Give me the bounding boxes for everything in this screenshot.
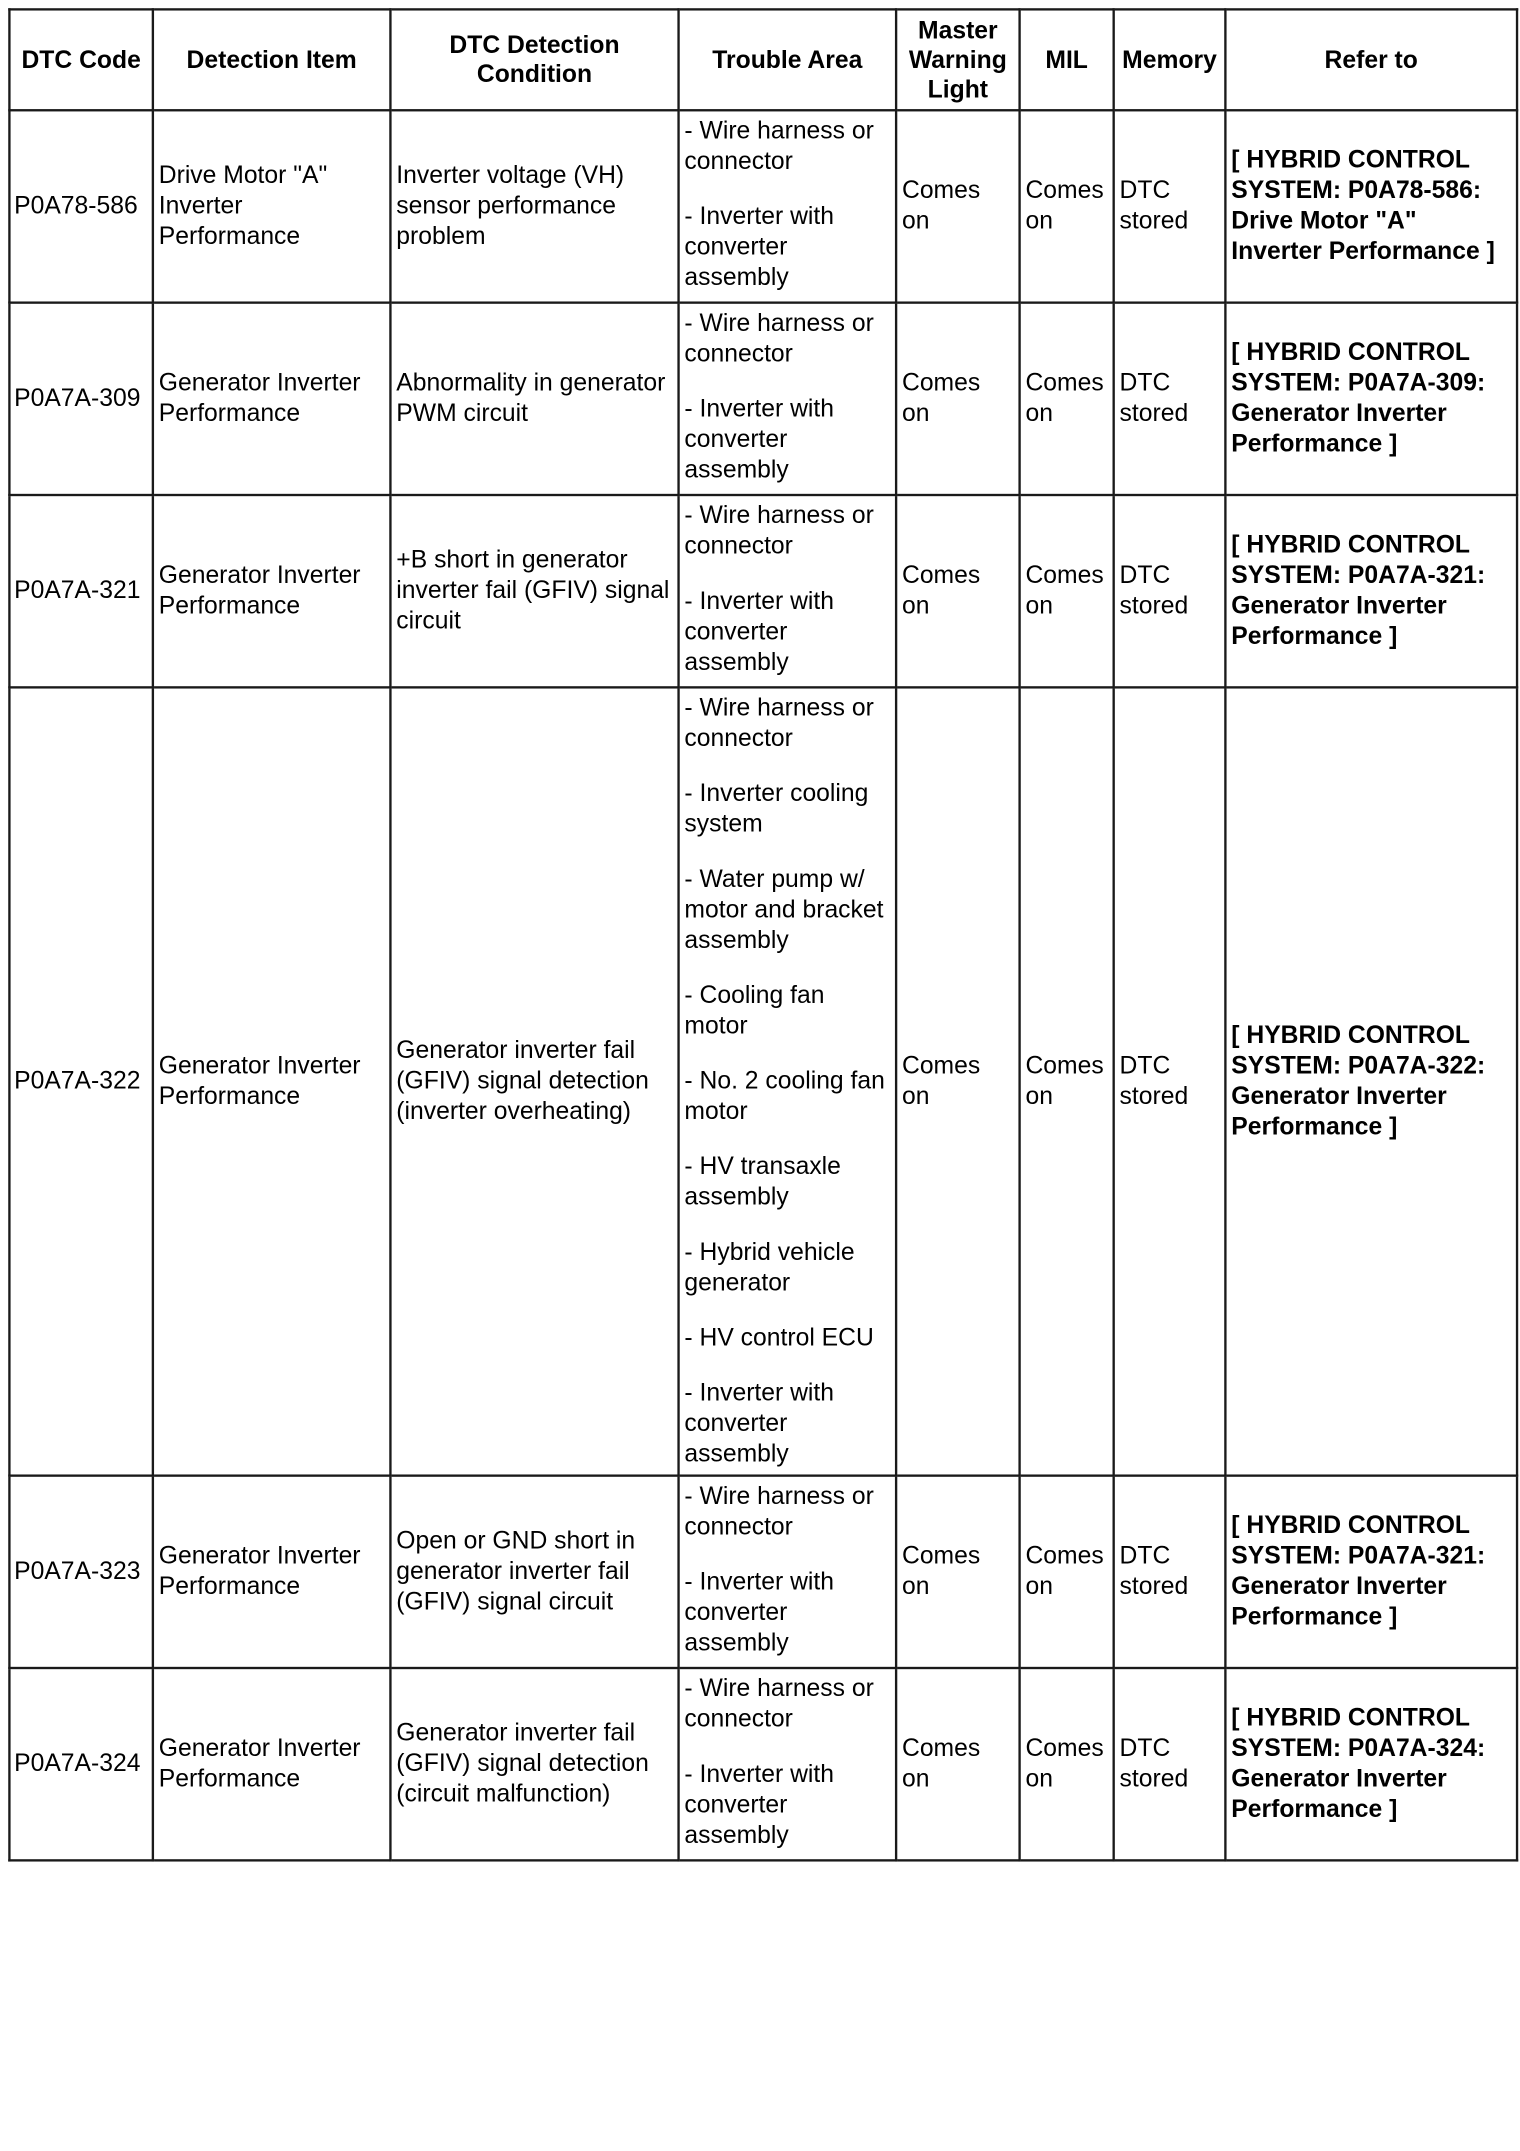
table-row bbox=[9, 687, 1517, 1475]
refer-to-cell: [ HYBRID CONTROL SYSTEM: P0A78-586: Drive Motor "A" Inverter Performance ] bbox=[1225, 110, 1517, 302]
trouble-area-item: - Wire harness or connector bbox=[684, 309, 874, 368]
dtc-code-cell: P0A7A-309 bbox=[9, 303, 152, 495]
trouble-area-item: - Wire harness or connector bbox=[684, 117, 874, 175]
mil-cell: Comes on bbox=[1020, 687, 1114, 1475]
header-mil: MIL bbox=[1020, 9, 1114, 110]
trouble-area-item: - Inverter with converter assembly bbox=[684, 395, 835, 484]
table-row bbox=[9, 110, 1517, 302]
memory-cell: DTC stored bbox=[1114, 687, 1226, 1475]
detection-condition-cell: Inverter voltage (VH) sensor performance problem bbox=[390, 110, 678, 302]
table-header-row bbox=[9, 9, 1517, 110]
memory-cell: DTC stored bbox=[1114, 1668, 1226, 1860]
memory-cell: DTC stored bbox=[1114, 110, 1226, 302]
trouble-area-item: - Inverter with converter assembly bbox=[684, 202, 835, 291]
mil-cell: Comes on bbox=[1020, 110, 1114, 302]
trouble-area-item: - HV control ECU bbox=[684, 1324, 874, 1352]
mil-cell: Comes on bbox=[1020, 1668, 1114, 1860]
trouble-area-cell bbox=[679, 110, 897, 302]
trouble-area-item: - Wire harness or connector bbox=[684, 1482, 874, 1541]
dtc-code-cell: P0A78-586 bbox=[9, 110, 152, 302]
table-row bbox=[9, 303, 1517, 495]
trouble-area-cell bbox=[679, 1476, 897, 1668]
dtc-code-cell: P0A7A-322 bbox=[9, 687, 152, 1475]
dtc-code-cell: P0A7A-321 bbox=[9, 495, 152, 687]
trouble-area-item: - Inverter with converter assembly bbox=[684, 1568, 835, 1657]
trouble-area-cell bbox=[679, 687, 897, 1475]
header-refer-to: Refer to bbox=[1225, 9, 1517, 110]
master-warning-cell: Comes on bbox=[896, 1668, 1019, 1860]
dtc-code-cell: P0A7A-324 bbox=[9, 1668, 152, 1860]
trouble-area-cell bbox=[679, 303, 897, 495]
mil-cell: Comes on bbox=[1020, 495, 1114, 687]
trouble-area-item: - Wire harness or connector bbox=[684, 1675, 874, 1733]
mil-cell: Comes on bbox=[1020, 1476, 1114, 1668]
header-trouble-area: Trouble Area bbox=[679, 9, 897, 110]
trouble-area-cell bbox=[679, 495, 897, 687]
refer-to-cell: [ HYBRID CONTROL SYSTEM: P0A7A-321: Generator Inverter Performance ] bbox=[1225, 1476, 1517, 1668]
detection-condition-cell: Generator inverter fail (GFIV) signal detection (circuit malfunction) bbox=[390, 1668, 678, 1860]
trouble-area-item: - Inverter with converter assembly bbox=[684, 1760, 835, 1849]
table-row bbox=[9, 1668, 1517, 1860]
trouble-area-item: - HV transaxle assembly bbox=[684, 1153, 841, 1211]
header-dtc-code: DTC Code bbox=[9, 9, 152, 110]
master-warning-cell: Comes on bbox=[896, 687, 1019, 1475]
trouble-area-item: - Inverter cooling system bbox=[684, 780, 869, 838]
trouble-area-item: - Hybrid vehicle generator bbox=[684, 1238, 855, 1297]
detection-item-cell: Generator Inverter Performance bbox=[153, 495, 391, 687]
master-warning-cell: Comes on bbox=[896, 495, 1019, 687]
trouble-area-item: - Inverter with converter assembly bbox=[684, 1379, 835, 1468]
memory-cell: DTC stored bbox=[1114, 495, 1226, 687]
detection-condition-cell: Generator inverter fail (GFIV) signal detection (inverter overheating) bbox=[390, 687, 678, 1475]
master-warning-cell: Comes on bbox=[896, 1476, 1019, 1668]
table-row bbox=[9, 495, 1517, 687]
trouble-area-item: - Water pump w/ motor and bracket assembly bbox=[684, 865, 884, 954]
trouble-area-item: - Wire harness or connector bbox=[684, 502, 874, 560]
detection-item-cell: Generator Inverter Performance bbox=[153, 1476, 391, 1668]
detection-condition-cell: Abnormality in generator PWM circuit bbox=[390, 303, 678, 495]
refer-to-cell: [ HYBRID CONTROL SYSTEM: P0A7A-321: Generator Inverter Performance ] bbox=[1225, 495, 1517, 687]
trouble-area-cell bbox=[679, 1668, 897, 1860]
memory-cell: DTC stored bbox=[1114, 303, 1226, 495]
master-warning-cell: Comes on bbox=[896, 303, 1019, 495]
detection-item-cell: Generator Inverter Performance bbox=[153, 1668, 391, 1860]
detection-item-cell: Generator Inverter Performance bbox=[153, 687, 391, 1475]
header-detection-item: Detection Item bbox=[153, 9, 391, 110]
header-memory: Memory bbox=[1114, 9, 1226, 110]
refer-to-cell: [ HYBRID CONTROL SYSTEM: P0A7A-322: Generator Inverter Performance ] bbox=[1225, 687, 1517, 1475]
memory-cell: DTC stored bbox=[1114, 1476, 1226, 1668]
detection-item-cell: Drive Motor "A" Inverter Performance bbox=[153, 110, 391, 302]
header-master-warning-light: Master Warning Light bbox=[896, 9, 1019, 110]
refer-to-cell: [ HYBRID CONTROL SYSTEM: P0A7A-309: Generator Inverter Performance ] bbox=[1225, 303, 1517, 495]
trouble-area-item: - Cooling fan motor bbox=[684, 981, 825, 1040]
detection-item-cell: Generator Inverter Performance bbox=[153, 303, 391, 495]
detection-condition-cell: Open or GND short in generator inverter fail (GFIV) signal circuit bbox=[390, 1476, 678, 1668]
trouble-area-item: - Inverter with converter assembly bbox=[684, 587, 835, 676]
mil-cell: Comes on bbox=[1020, 303, 1114, 495]
dtc-code-cell: P0A7A-323 bbox=[9, 1476, 152, 1668]
dtc-table bbox=[8, 8, 1518, 1861]
header-detection-condition: DTC Detection Condition bbox=[390, 9, 678, 110]
trouble-area-item: - Wire harness or connector bbox=[684, 694, 874, 752]
trouble-area-item: - No. 2 cooling fan motor bbox=[684, 1067, 885, 1125]
master-warning-cell: Comes on bbox=[896, 110, 1019, 302]
refer-to-cell: [ HYBRID CONTROL SYSTEM: P0A7A-324: Generator Inverter Performance ] bbox=[1225, 1668, 1517, 1860]
table-row bbox=[9, 1476, 1517, 1668]
detection-condition-cell: +B short in generator inverter fail (GFIV) signal circuit bbox=[390, 495, 678, 687]
